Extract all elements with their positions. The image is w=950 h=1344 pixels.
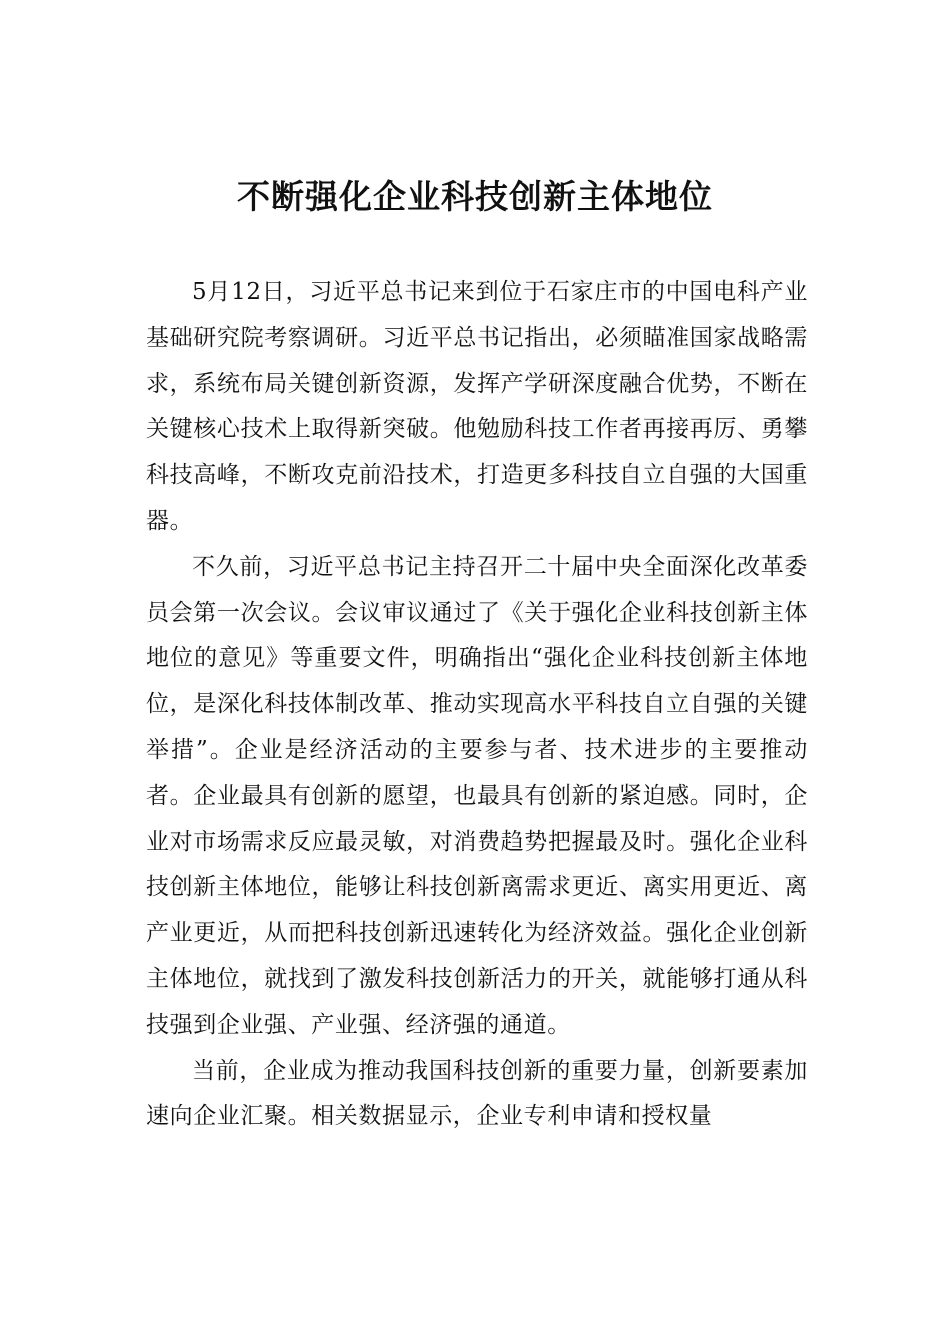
document-title: 不断强化企业科技创新主体地位 bbox=[237, 177, 713, 216]
paragraph-3: 当前，企业成为推动我国科技创新的重要力量，创新要素加速向企业汇聚。相关数据显示，企业专利申请和授权量 bbox=[146, 1057, 808, 1130]
paragraph-1: 5月12日，习近平总书记来到位于石家庄市的中国电科产业基础研究院考察调研。习近平总书记指出，必须瞄准国家战略需求，系统布局关键创新资源，发挥产学研深度融合优势，不断在关键核心技术上取得新突破。他勉励科技工作者再接再厉、勇攀科技高峰，不断攻克前沿技术，打造更多科技自立自强的大国重器。 bbox=[146, 279, 808, 534]
paragraph-2: 不久前，习近平总书记主持召开二十届中央全面深化改革委员会第一次会议。会议审议通过了《关于强化企业科技创新主体地位的意见》等重要文件，明确指出“强化企业科技创新主体地位，是深化科技体制改革、推动实现高水平科技自立自强的关键举措”。企业是经济活动的主要参与者、技术进步的主要推动者。企业最具有创新的愿望，也最具有创新的紧迫感。同时，企业对市场需求反应最灵敏，对消费趋势把握最及时。强化企业科技创新主体地位，能够让科技创新离需求更近、离实用更近、离产业更近，从而把科技创新迅速转化为经济效益。强化企业创新主体地位，就找到了激发科技创新活力的开关，就能够打通从科技强到企业强、产业强、经济强的通道。 bbox=[146, 553, 808, 1038]
document-body bbox=[146, 270, 808, 1140]
